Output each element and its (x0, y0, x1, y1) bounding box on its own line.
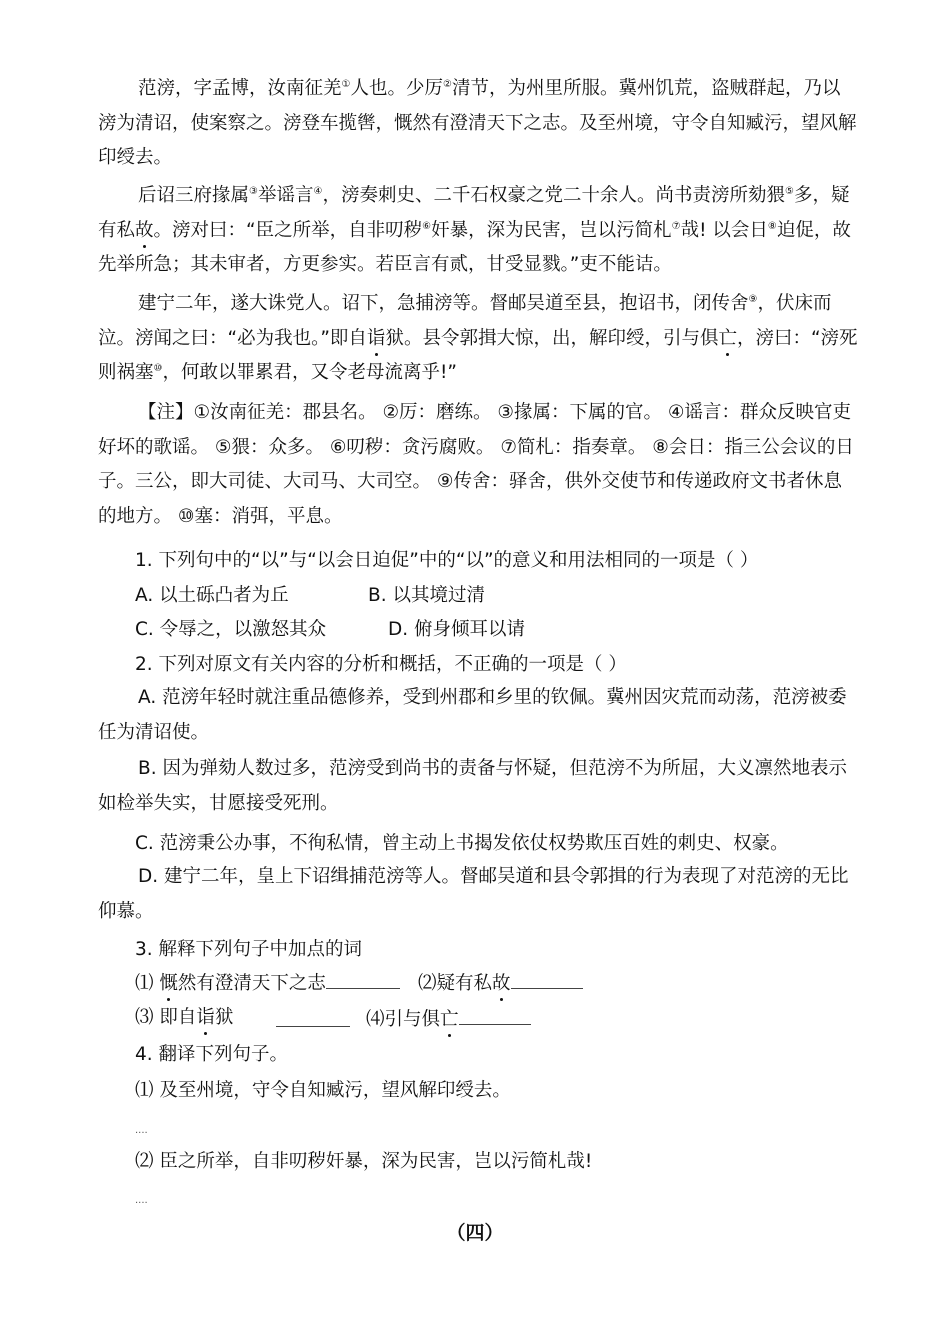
footnote-mark: ⑨ (748, 294, 758, 305)
question-4-sentence-2: ⑵ 臣之所举，自非叨秽奸暴，深为民害，岂以污简札哉! (135, 1151, 593, 1172)
text: 建宁二年，遂大诛党人。诏下，急捕滂等。督邮吴道至县，抱诏书，闭传舍 (138, 293, 749, 314)
question-2-stem: 2. 下列对原文有关内容的分析和概括，不正确的一项是（ ） (135, 654, 627, 675)
question-4-sentence-1: ⑴ 及至州境，守令自知臧污，望风解印绶去。 (135, 1080, 511, 1101)
text: 慨 (394, 112, 413, 134)
footnote-mark: ⑤ (784, 186, 794, 197)
text: ，伏床而泣。滂闻之曰：“必为我也。”即自 (98, 293, 832, 349)
text: 清节，为州里所服。冀州饥荒，盗贼群起，乃以滂为清诏，使案察之。滂登车揽辔， (98, 78, 841, 134)
footnote-mark: ④ (313, 186, 323, 197)
dotted-char: 故 (135, 219, 154, 241)
dotted-char: 亡 (440, 1009, 459, 1030)
question-2-option-c: C. 范滂秉公办事，不徇私情，曾主动上书揭发依仗权势欺压百姓的刺史、权豪。 (135, 833, 789, 854)
dotted-char: 诣 (196, 1007, 215, 1028)
text: 然有澄清天下之志。及至州境，守令自知臧污，望风解印绶去。 (98, 112, 857, 168)
text: ，何敢以罪累君，又令老母流离乎!” (162, 362, 457, 383)
item-number: ⑶ (135, 1007, 154, 1028)
dotted-char: 故 (492, 973, 511, 994)
answer-blank[interactable] (459, 1006, 531, 1025)
footnote-mark: ⑩ (153, 363, 163, 374)
answer-line-dots: .... (135, 1125, 148, 1136)
text: 。滂对曰：“臣之所举，自非叨秽 (153, 219, 423, 241)
answer-blank[interactable] (511, 970, 583, 989)
annotation-notes: 【注】①汝南征羌：郡县名。 ②厉：磨练。 ③掾属：下属的官。 ④谣言：群众反映官吏好坏的歌谣。 ⑤猥：众多。 ⑥叨秽：贪污腐败。 ⑦简札：指奏章。 ⑧会日：指三公会议的日子。三公，即大司徒、大司马、大司空。 ⑨传舍：驿舍，供外交使节和传递政府文书者休息的地方。 ⑩塞：消弭，平息。 (98, 402, 854, 527)
question-3-stem: 3. 解释下列句子中加点的词 (135, 939, 363, 960)
text: 迫促，故先举所急；其未审者，方更参实。若臣言有贰，甘受显戮。”吏不能诘。 (98, 219, 851, 275)
text: 即自 (159, 1007, 197, 1028)
section-heading: （四） (446, 1222, 504, 1244)
text: 多，疑有私 (98, 185, 850, 241)
footnote-mark: ① (341, 79, 351, 90)
text: 人也。少厉 (350, 78, 443, 99)
question-2-option-b: B. 因为弹劾人数过多，范滂受到尚书的责备与怀疑，但范滂不为所屈，大义凛然地表示如检举失实，甘愿接受死刑。 (98, 758, 847, 814)
text: 疑有私 (436, 973, 493, 994)
footnote-mark: ⑦ (671, 220, 681, 232)
footnote-mark: ② (443, 79, 452, 90)
text: 引与俱 (384, 1009, 441, 1030)
question-3-item-1 (135, 970, 400, 996)
question-4-stem: 4. 翻译下列句子。 (135, 1044, 289, 1065)
text: ，滂奏刺史、二千石权豪之党二十余人。尚书责滂所劾猥 (322, 185, 785, 206)
item-number: ⑵ (418, 973, 437, 994)
passage-paragraph-1 (98, 72, 858, 176)
question-1-option-b: B. 以其境过清 (368, 585, 485, 606)
question-3-item-4 (366, 1006, 531, 1032)
item-number: ⑷ (366, 1009, 385, 1030)
text: 举谣言 (257, 185, 314, 206)
passage-paragraph-2 (98, 179, 858, 283)
dotted-char: 亡 (718, 327, 737, 349)
question-1-option-c: C. 令辱之，以激怒其众 (135, 619, 327, 640)
question-1-stem: 1. 下列句中的“以”与“以会日迫促”中的“以”的意义和用法相同的一项是（ ） (135, 550, 759, 571)
answer-line-dots: .... (135, 1195, 148, 1206)
text: ，滂曰：“滂死则祸塞 (98, 327, 858, 383)
text: 哉! 以会日 (680, 219, 768, 241)
question-1-option-a: A. 以土砾凸者为丘 (135, 585, 289, 606)
passage-paragraph-3 (98, 287, 858, 391)
text: 然有澄清天下之志 (177, 973, 326, 994)
text: 奸暴，深为民害，岂以污简札 (431, 219, 672, 241)
question-3-item-2 (418, 970, 583, 996)
answer-blank[interactable] (276, 1008, 350, 1027)
answer-blank[interactable] (326, 970, 400, 989)
footnote-mark: ⑥ (422, 220, 432, 232)
dotted-char: 慨 (159, 973, 178, 994)
dotted-char: 诣 (366, 327, 386, 349)
footnote-mark: ③ (249, 186, 258, 197)
text: 后诏三府掾属 (138, 185, 250, 206)
footnote-mark: ⑧ (767, 220, 777, 232)
question-3-item-3 (135, 1006, 233, 1030)
question-2-option-d: D. 建宁二年，皇上下诏缉捕范滂等人。督邮吴道和县令郭揖的行为表现了对范滂的无比仰慕。 (98, 866, 849, 922)
text: 狱 (214, 1007, 234, 1028)
text: 狱。县令郭揖大惊，出，解印绶，引与俱 (385, 327, 719, 349)
question-2-option-a: A. 范滂年轻时就注重品德修养，受到州郡和乡里的钦佩。冀州因灾荒而动荡，范滂被委任为清诏使。 (98, 687, 847, 743)
item-number: ⑴ (135, 973, 154, 994)
question-1-option-d: D. 俯身倾耳以请 (388, 619, 526, 640)
text: 范滂，字孟博，汝南征羌 (138, 78, 342, 99)
